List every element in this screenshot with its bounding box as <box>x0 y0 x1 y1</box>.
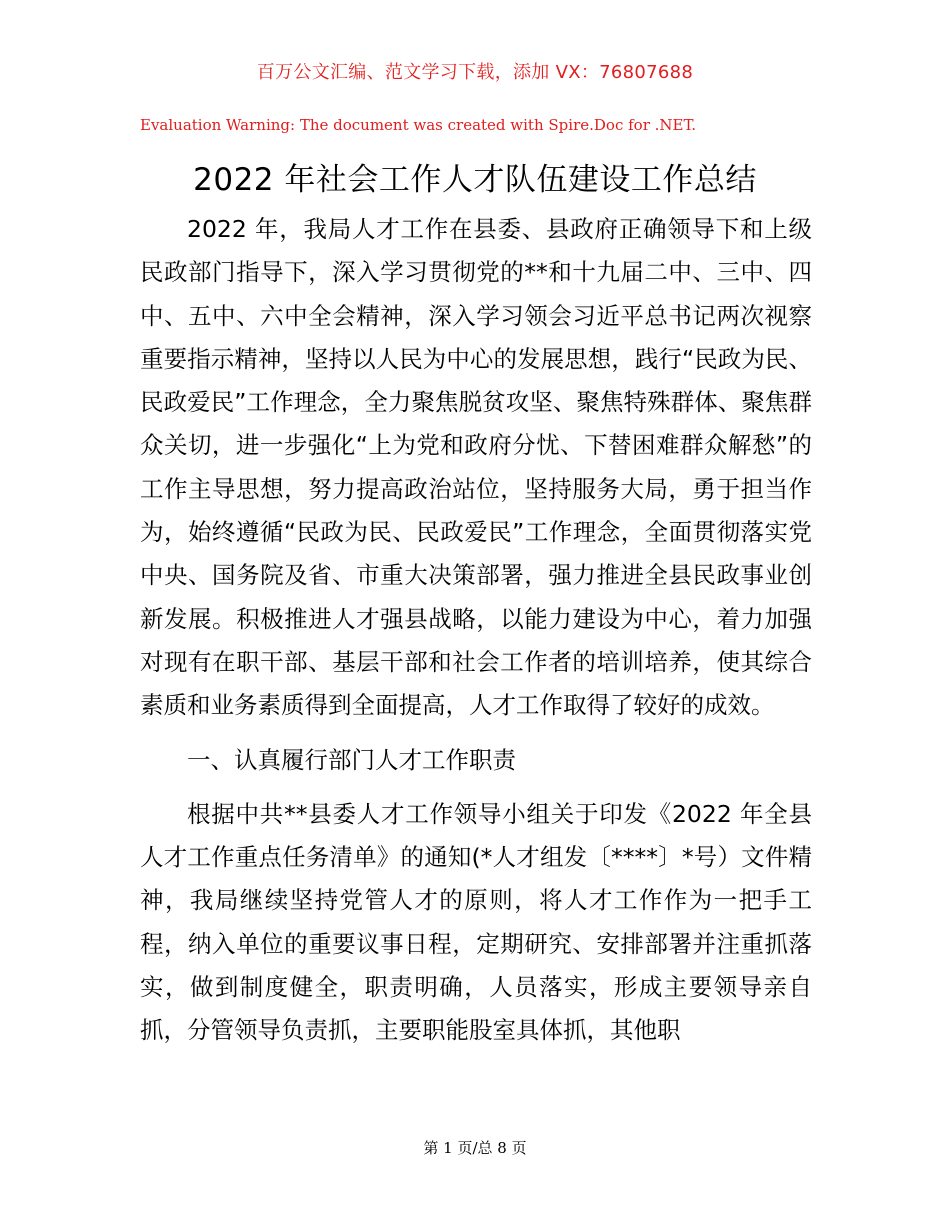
promo-banner: 百万公文汇编、范文学习下载，添加 VX：76807688 <box>256 62 694 83</box>
body-paragraph: 根据中共**县委人才工作领导小组关于印发《2022 年全县人才工作重点任务清单》的通知(*人才组发〔****〕*号）文件精神，我局继续坚持党管人才的原则，将人才工作作为一把手工程，纳入单位的重要议事日程，定期研究、安排部署并注重抓落实，做到制度健全，职责明确，人员落实，形成主要领导亲自抓，分管领导负责抓，主要职能股室具体抓，其他职 <box>140 799 812 1045</box>
document-title: 2022 年社会工作人才队伍建设工作总结 <box>193 162 757 198</box>
page-footer: 第 1 页/总 8 页 <box>423 1139 527 1157</box>
body-paragraph: 2022 年，我局人才工作在县委、县政府正确领导下和上级民政部门指导下，深入学习贯彻党的**和十九届二中、三中、四中、五中、六中全会精神，深入学习领会习近平总书记两次视察重要指示精神，坚持以人民为中心的发展思想，践行“民政为民、民政爱民”工作理念，全力聚焦脱贫攻坚、聚焦特殊群体、聚焦群众关切，进一步强化“上为党和政府分忧、下替困难群众解愁”的工作主导思想，努力提高政治站位，坚持服务大局，勇于担当作为，始终遵循“民政为民、民政爱民”工作理念，全面贯彻落实党中央、国务院及省、市重大决策部署，强力推进全县民政事业创新发展。积极推进人才强县战略，以能力建设为中心，着力加强对现有在职干部、基层干部和社会工作者的培训培养，使其综合素质和业务素质得到全面提高，人才工作取得了较好的成效。 <box>140 215 812 720</box>
evaluation-warning: Evaluation Warning: The document was created with Spire.Doc for .NET. <box>140 116 697 134</box>
document-body <box>140 208 812 1053</box>
section-heading: 一、认真履行部门人才工作职责 <box>187 745 516 774</box>
